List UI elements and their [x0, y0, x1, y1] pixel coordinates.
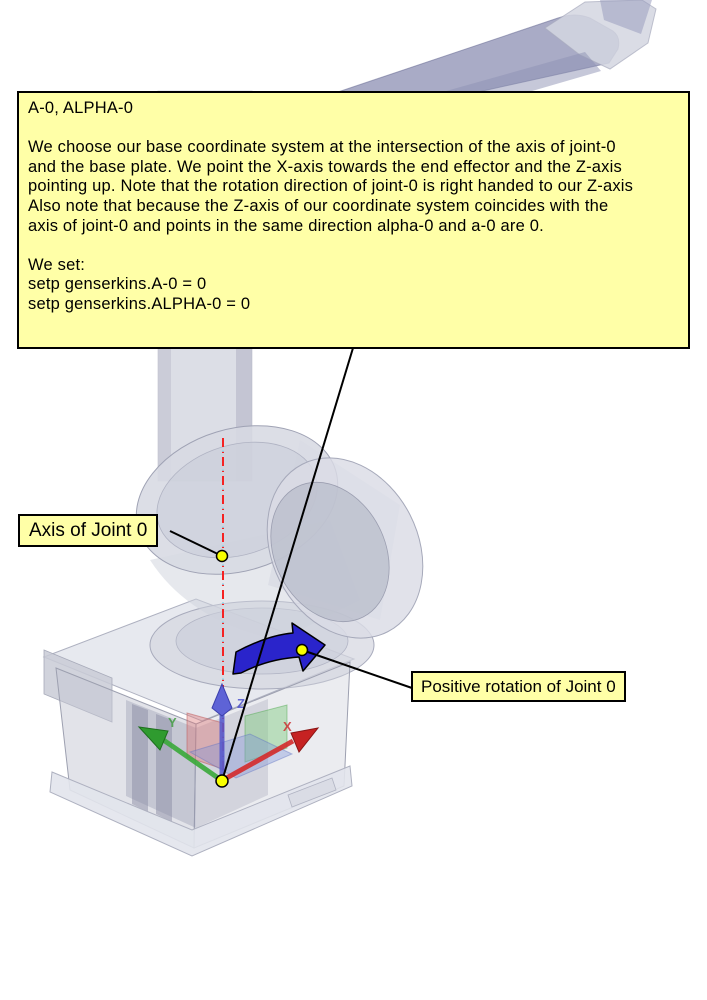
note-line: and the base plate. We point the X-axis towards the end effector and the Z-axis [28, 157, 622, 176]
z-axis-label: Z [237, 696, 245, 711]
note-line: pointing up. Note that the rotation direction of joint-0 is right handed to our Z-axis [28, 177, 634, 196]
note-line: We set: [28, 255, 86, 274]
base-inner-rib-1 [132, 704, 148, 812]
callout-positive-rotation: Positive rotation of Joint 0 [411, 671, 626, 702]
x-axis-label: X [283, 719, 292, 734]
origin-marker [216, 775, 228, 787]
note-line: setp genserkins.A-0 = 0 [28, 275, 207, 294]
note-line [28, 119, 679, 139]
note-line: We choose our base coordinate system at the intersection of the axis of joint-0 [28, 138, 616, 157]
y-axis-label: Y [168, 715, 177, 730]
note-box [17, 91, 690, 349]
callout-axis-of-joint: Axis of Joint 0 [18, 514, 158, 547]
note-title: A-0, ALPHA-0 [28, 99, 134, 117]
note-line: setp genserkins.ALPHA-0 = 0 [28, 294, 251, 313]
note-line: Also note that because the Z-axis of our coordinate system coincides with the [28, 196, 609, 215]
joint0-axis-marker [217, 551, 228, 562]
rotation-marker [297, 645, 308, 656]
note-line: axis of joint-0 and points in the same direction alpha-0 and a-0 are 0. [28, 216, 544, 235]
note-line [28, 236, 679, 256]
